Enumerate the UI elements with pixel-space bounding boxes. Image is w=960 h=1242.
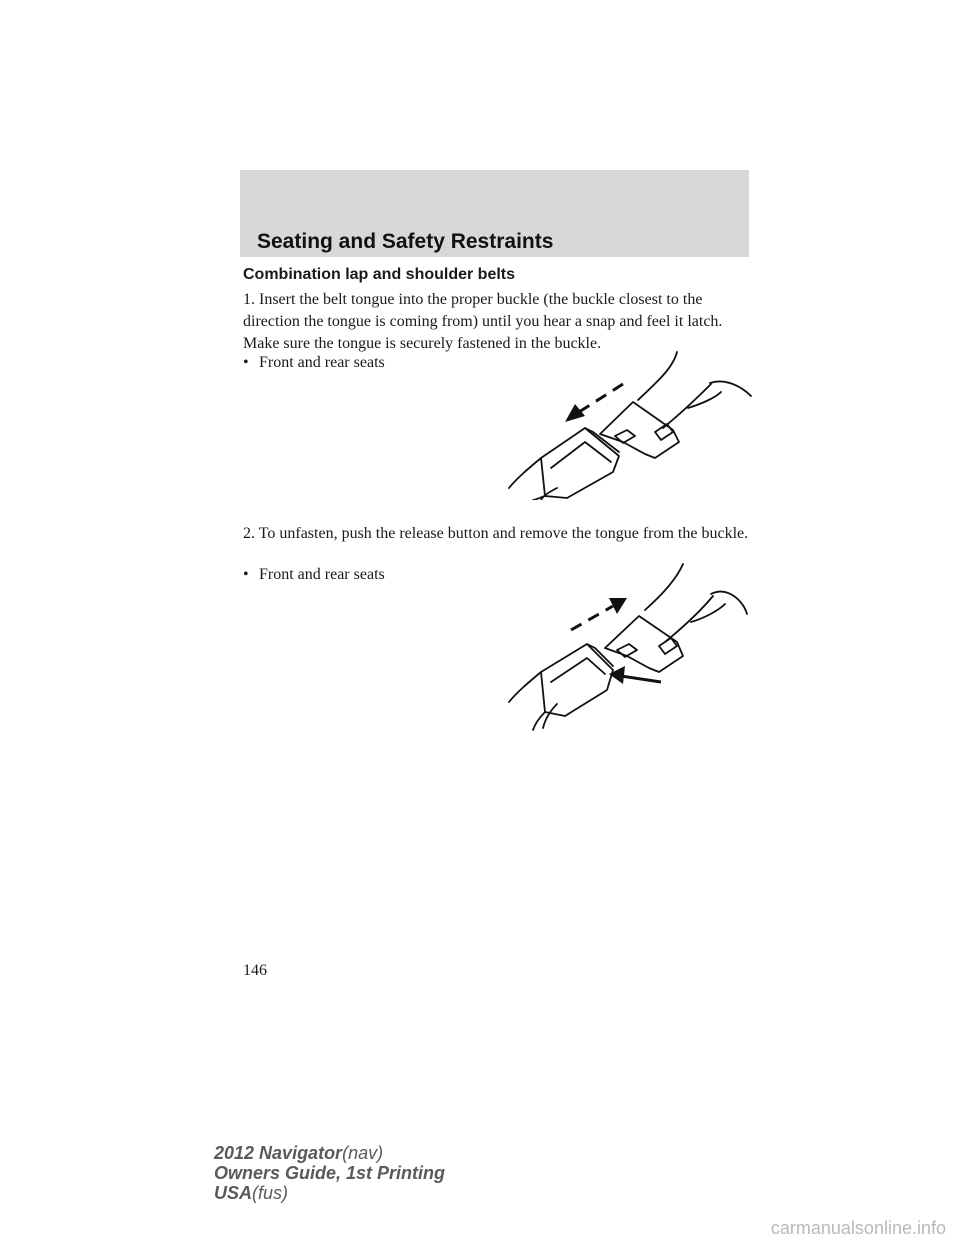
belt-webbing-edge [665,596,713,642]
footer-market-code: (fus) [252,1183,289,1203]
footer-print-info [214,1143,445,1203]
bullet-front-rear-seats-2 [243,566,385,584]
section-header-bar [240,170,749,257]
bullet-label: Front and rear seats [259,566,385,583]
footer-market: USA [214,1183,253,1203]
seatbelt-unfasten-illustration [505,562,755,734]
page-number: 146 [243,962,267,979]
sub-heading: Combination lap and shoulder belts [243,266,516,283]
watermark: carmanualsonline.info [770,1218,946,1238]
buckle-strap [509,672,541,702]
bullet-front-rear-seats-1 [243,354,385,372]
arrow-head-icon [565,404,585,422]
belt-webbing [645,564,683,610]
belt-webbing-back [710,381,751,396]
buckle-body [541,428,619,498]
footer-model-code: (nav) [342,1143,384,1163]
step-1-text: 1. Insert the belt tongue into the proper buckle (the buckle closest to the direction the tongue is coming from) until you hear a snap and feel it latch. Make sure the tongue is securely fastened in the buckle. [243,291,723,352]
seatbelt-fasten-illustration [505,350,755,500]
belt-webbing-edge [663,384,711,428]
footer-printing: Owners Guide, 1st Printing [214,1163,446,1183]
step-2-text: 2. To unfasten, push the release button and remove the tongue from the buckle. [243,525,749,542]
section-title: Seating and Safety Restraints [257,230,554,253]
release-direction-arrow [571,606,613,630]
insert-direction-arrow [579,384,623,412]
belt-tongue-plate [605,616,683,672]
release-button-pointer [621,676,661,682]
buckle-strap [509,458,541,488]
bullet-dot: • [243,354,249,371]
bullet-dot: • [243,566,249,583]
footer-model: 2012 Navigator [214,1143,343,1163]
belt-webbing [638,352,677,400]
bullet-label: Front and rear seats [259,354,385,371]
